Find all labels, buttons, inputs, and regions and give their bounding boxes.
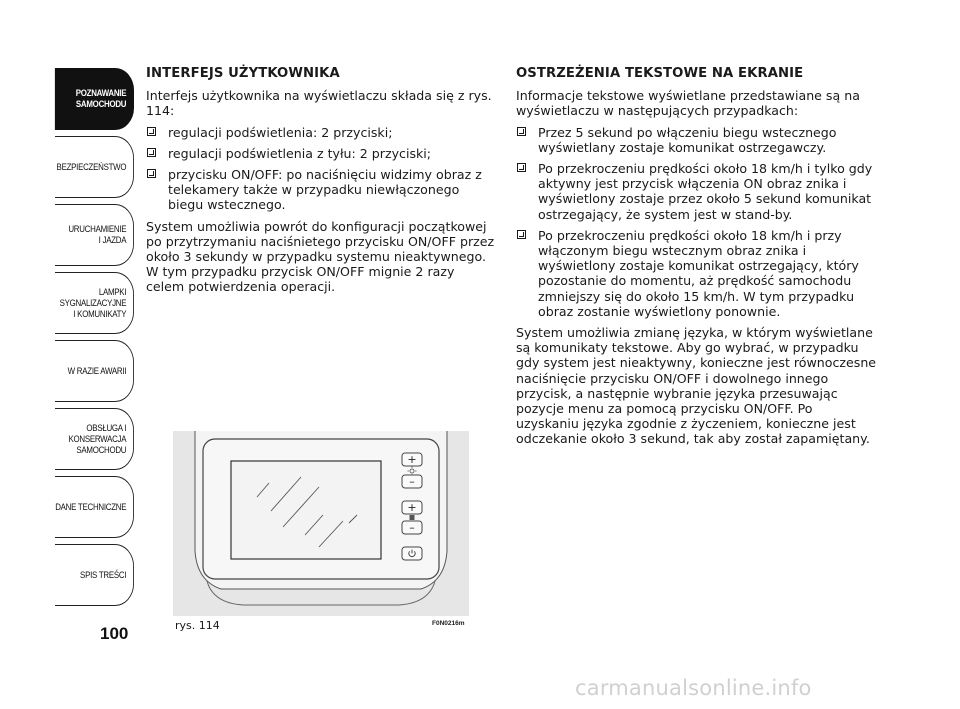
minus-label: –	[409, 521, 415, 534]
section-user-interface	[146, 66, 496, 301]
chapter-tabs	[42, 68, 134, 612]
list-item: regulacji podświetlenia: 2 przyciski;	[146, 125, 496, 140]
plus-label: +	[407, 501, 417, 514]
bullet-list	[516, 125, 878, 319]
tab-label: POZNAWANIE SAMOCHODU	[75, 88, 127, 109]
section-title: INTERFEJS UŻYTKOWNIKA	[146, 66, 340, 81]
tab-uruchamienie-i-jazda[interactable]	[55, 204, 134, 266]
tab-poznawanie-samochodu[interactable]	[55, 68, 134, 130]
tab-label: LAMPKI SYGNALIZACYJNE I KOMUNIKATY	[59, 286, 127, 319]
checkbox-bullet-icon	[517, 163, 526, 172]
figure-code: F0N0216m	[432, 620, 465, 627]
checkbox-bullet-icon	[517, 127, 526, 136]
plus-label: +	[407, 453, 417, 466]
tab-spis-tresci[interactable]	[55, 544, 134, 606]
checkbox-bullet-icon	[517, 230, 526, 239]
list-item: regulacji podświetlenia z tyłu: 2 przyciski;	[146, 146, 496, 161]
checkbox-bullet-icon	[147, 148, 156, 157]
section-text-warnings	[516, 66, 878, 453]
list-item: przycisku ON/OFF: po naciśnięciu widzimy obraz z telekamery także w przypadku niewłączonego biegu wstecznego.	[146, 167, 496, 213]
section-title: OSTRZEŻENIA TEKSTOWE NA EKRANIE	[516, 66, 804, 81]
body-paragraph: System umożliwia zmianę języka, w którym wyświetlane są komunikaty tekstowe. Aby go wybrać, w przypadku gdy system jest nieaktywny, konieczne jest równoczesne naciśnięcie przycisku ON/OFF i dowolnego innego przycisk, a następnie wybranie języka przesuwając pozycje menu za pomocą przycisku ON/OFF. Po uzyskaniu języka zgodnie z życzeniem, konieczne jest odczekanie około 3 sekund, tak aby został zapamiętany.	[516, 325, 877, 447]
tab-dane-techniczne[interactable]	[55, 476, 134, 538]
intro-paragraph: Informacje tekstowe wyświetlane przedstawiane są na wyświetlaczu w następujących przypadkach:	[516, 88, 860, 119]
display-drawing	[173, 431, 469, 616]
figure-caption: rys. 114	[175, 619, 220, 632]
on-off-button[interactable]	[402, 547, 422, 560]
display-screen	[231, 461, 381, 559]
minus-label: –	[409, 475, 415, 488]
tab-label: DANE TECHNICZNE	[55, 501, 127, 512]
tab-label: BEZPIECZEŃSTWO	[56, 161, 127, 172]
list-item: Po przekroczeniu prędkości około 18 km/h i przy włączonym biegu wstecznym obraz znika i wyświetlony zostaje komunikat ostrzegający, który pozostanie do momentu, aż prędkość samochodu zmniejszy się do około 15 km/h. W tym przypadku obraz zostanie wyświetlony ponownie.	[516, 228, 878, 319]
tab-lampki-sygnalizacyjne[interactable]	[55, 272, 134, 334]
tab-bezpieczenstwo[interactable]	[55, 136, 134, 198]
list-item: Po przekroczeniu prędkości około 18 km/h i tylko gdy aktywny jest przycisk włączenia ON obraz znika i wyświetlony zostaje przez około 5 sekund komunikat ostrzegający, że system jest w stand-by.	[516, 161, 878, 222]
checkbox-bullet-icon	[147, 127, 156, 136]
backlight-icon	[410, 515, 415, 520]
tab-obsluga-i-konserwacja[interactable]	[55, 408, 134, 470]
watermark: carmanualsonline.info	[575, 676, 812, 700]
bullet-list	[146, 125, 496, 213]
tab-label: W RAZIE AWARII	[67, 365, 127, 376]
body-paragraph: System umożliwia powrót do konfiguracji początkowej po przytrzymaniu naciśnietego przycisku ON/OFF przez około 3 sekundy w przypadku systemu nieaktywnego. W tym przypadku przycisk ON/OFF mignie 2 razy celem potwierdzenia operacji.	[146, 218, 495, 295]
intro-paragraph: Interfejs użytkownika na wyświetlaczu składa się z rys. 114:	[146, 88, 492, 119]
tab-w-razie-awarii[interactable]	[55, 340, 134, 402]
checkbox-bullet-icon	[147, 169, 156, 178]
display-illustration	[173, 431, 469, 616]
tab-label: URUCHAMIENIE I JAZDA	[68, 224, 127, 245]
page-number: 100	[100, 624, 129, 643]
list-item: Przez 5 sekund po włączeniu biegu wstecznego wyświetlany zostaje komunikat ostrzegawczy.	[516, 125, 878, 155]
tab-label: SPIS TREŚCI	[80, 569, 127, 580]
tab-label: OBSŁUGA I KONSERWACJA SAMOCHODU	[68, 422, 127, 455]
